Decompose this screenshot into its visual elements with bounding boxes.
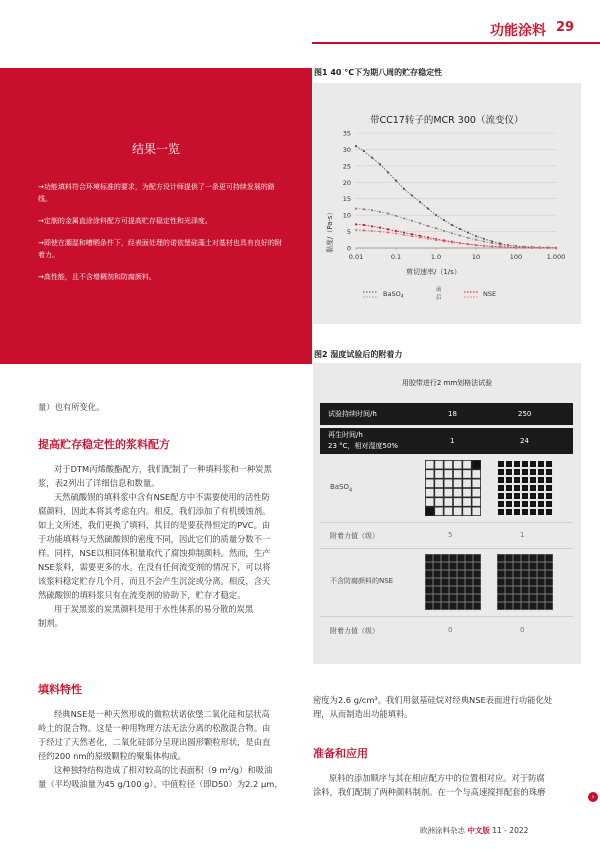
x-tick-label: 1.000 [546,253,566,261]
grid-cell [522,509,528,515]
text-line: 岭土的混合物。这是一种用物理方法无法分离的松散混合物。由 [38,723,271,733]
y-tick-label: 20 [342,178,351,187]
regen-condition: 23 °C，相对湿度50% [328,442,399,450]
cell-value: 250 [518,410,532,418]
cell-value: 1 [450,437,455,445]
heading-preparation: 准备和应用 [313,747,368,760]
data-point [467,231,469,233]
grid-cell [530,469,536,475]
viscosity-chart [313,83,581,324]
y-tick-label: 15 [342,195,351,204]
series-line-1 [356,209,556,248]
grid-cell [530,477,536,483]
data-point [379,227,381,229]
text-line: 样。同样，NSE以相同体积量取代了腐蚀抑制颜料。然而，生产 [38,548,271,558]
text-line: 于经过了天然老化，二氧化硅部分呈现出圆形颗粒形状，是由直 [38,737,271,747]
data-point [371,209,373,211]
data-point [363,150,365,152]
data-point [419,222,421,224]
grid-cell [506,501,512,507]
grid-cell [546,509,552,515]
series-line-3 [356,230,556,248]
grid-cell [463,470,471,478]
data-point [371,225,373,227]
grid-cell [463,461,471,469]
data-point [475,235,477,237]
y-axis-label: 黏度/（Pa·s） [326,208,334,253]
grid-cell [454,461,462,469]
data-point [435,239,437,241]
data-point [531,247,533,249]
summary-list [38,181,288,293]
grid-cell [514,461,520,467]
summary-item: →定制的金属直涂涂料配方可提高贮存稳定性和光泽度。 [38,217,212,225]
crosshatch-image-basso-250h [497,460,553,516]
grid-cell [522,493,528,499]
data-point [355,223,357,225]
footer [420,825,528,836]
grid-cell [444,461,452,469]
data-point [483,240,485,242]
text-line: 径约200 nm的原级颗粒的聚集体构成。 [38,751,186,761]
text-line: 经典NSE是一种天然形成的微粒状诺依堡二氧化硅和层状高 [54,709,270,719]
grid-cell [444,479,452,487]
data-point [483,245,485,247]
grid-cell [522,501,528,507]
grid-cell [538,469,544,475]
grid-cell [546,493,552,499]
data-point [435,214,437,216]
data-point [379,230,381,232]
grid-cell [506,509,512,515]
data-point [379,211,381,213]
data-point [403,234,405,236]
grid-cell [498,469,504,475]
legend-label-after: 后 [436,295,442,301]
summary-title: 结果一览 [131,142,180,156]
grid-cell [538,509,544,515]
text-line: 于功能填料与天然硫酸钡的密度不同，因此它们的质量分数不一 [38,534,271,544]
paragraph-density [313,693,581,721]
grid-cell [530,509,536,515]
text-line: 原料的添加顺序与其在相应配方中的位置相对应。对于防腐 [329,773,545,783]
grid-cell [530,461,536,467]
data-point [427,207,429,209]
grid-cell [506,477,512,483]
data-point [403,217,405,219]
data-point [387,171,389,173]
cell-label: 试验持续时间/h [328,410,377,418]
grid-cell [514,509,520,515]
grid-cell [546,477,552,483]
grid-cell [472,461,480,469]
grid-cell [435,507,443,515]
data-point [371,230,373,232]
crosshatch-image-nse-250h [497,554,553,610]
grid-cell [538,477,544,483]
grid-cell [530,485,536,491]
data-point [467,237,469,239]
grid-cell [522,477,528,483]
data-point [411,235,413,237]
data-point [355,207,357,209]
summary-box [0,68,312,364]
grid-cell [426,489,434,497]
text-line: NSE浆料，需要更多的水。在没有任何流变剂的情况下，可以将 [38,562,271,572]
table-divider [320,616,573,617]
summary-item: →高性能，且不含增稠剂和防腐颜料。 [38,273,156,281]
grid-cell [426,498,434,506]
data-point [355,229,357,231]
x-tick-label: 100 [509,253,523,261]
cell-label [328,428,398,454]
adhesion-label: 附着力值（级） [330,627,379,635]
grid-cell [530,501,536,507]
data-point [411,194,413,196]
crosshatch-image-basso-18h [425,460,481,516]
chart-title: 带CC17转子的MCR 300（流变仪） [370,115,524,126]
text-line: 天然硫酸钡的填料浆中含有NSE配方中不需要使用的活性防 [54,492,270,502]
grid-cell [514,501,520,507]
continue-arrow-icon: › [588,792,598,802]
grid-cell [472,479,480,487]
grid-cell [506,461,512,467]
text-line: 涂料，我们配制了两种颜料制剂。在一个与高速搅拌配套的珠磨 [313,787,546,797]
grid-cell [538,501,544,507]
grid-cell [546,461,552,467]
page-number: 29 [556,20,575,35]
grid-cell [498,477,504,483]
grid-cell [514,469,520,475]
text-line: 如上文所述，我们更换了填料，其目的是要获得恒定的PVC。由 [38,520,271,530]
data-point [363,208,365,210]
data-point [443,230,445,232]
table-row-test-time [320,403,573,425]
data-point [379,163,381,165]
data-point [435,227,437,229]
grid-cell [472,507,480,515]
continued-text: 量）也有所变化。 [38,402,105,412]
heading-slurry: 提高贮存稳定性的浆料配方 [38,438,170,451]
journal-edition: 中文版 [467,826,490,835]
grid-cell [472,498,480,506]
regen-label: 再生时间/h [328,431,363,439]
data-point [499,246,501,248]
table-title: 用胶带进行2 mm划格法试验 [401,379,493,387]
grid-cell [538,485,544,491]
grid-cell [514,485,520,491]
grid-cell [435,489,443,497]
grid-cell [522,461,528,467]
data-point [539,247,541,249]
data-point [507,246,509,248]
data-point [475,244,477,246]
grid-cell [498,493,504,499]
data-point [403,231,405,233]
data-point [395,230,397,232]
adhesion-value: 5 [448,531,453,539]
grid-cell [463,498,471,506]
chart-series [355,145,557,249]
grid-cell [444,498,452,506]
data-point [363,229,365,231]
grid-cell [426,461,434,469]
grid-cell [454,489,462,497]
grid-cell [506,493,512,499]
journal-name: 欧洲涂料杂志 [420,826,465,835]
data-point [459,242,461,244]
data-point [491,245,493,247]
data-point [451,232,453,234]
text-line: 对于DTM丙烯酸酯配方，我们配制了一种填料浆和一种炭黑 [54,464,272,474]
text-line: 理，从而制造出功能填料。 [313,709,413,719]
data-point [395,232,397,234]
data-point [355,145,357,147]
figure1-caption: 图1 40 °C下为期八周的贮存稳定性 [314,68,443,77]
data-point [523,247,525,249]
data-point [475,239,477,241]
grid-cell [506,469,512,475]
grid-cell [444,470,452,478]
data-point [467,243,469,245]
data-point [419,201,421,203]
data-point [547,247,549,249]
chart-legend [363,285,496,301]
data-point [411,220,413,222]
grid-cell [444,507,452,515]
data-point [483,238,485,240]
data-point [387,228,389,230]
grid-cell [546,469,552,475]
grid-cell [435,479,443,487]
journal-issue: 11 - 2022 [492,826,529,835]
grid-cell [498,461,504,467]
legend-label-basso: BaSO$_4$ [383,290,404,300]
grid-cell [426,470,434,478]
grid-cell [538,461,544,467]
grid-cell [538,493,544,499]
table-divider [320,548,573,549]
header-rule [312,42,600,44]
grid-cell [498,501,504,507]
cell-value: 18 [448,410,457,418]
grid-cell [426,479,434,487]
legend-label-before: 前 [436,287,442,293]
data-point [459,228,461,230]
x-tick-label: 10 [471,253,481,261]
data-point [515,246,517,248]
series-line-2 [356,224,556,248]
text-line: 浆，表2列出了详细信息和数量。 [38,478,160,488]
x-axis-label: 剪切速率/（1/s） [406,268,461,276]
data-point [451,224,453,226]
crosshatch-image-nse-18h [425,554,481,610]
text-line: 密度为2.6 g/cm³。我们用氨基硅烷对经典NSE表面进行功能化处 [313,695,553,705]
data-point [491,242,493,244]
grid-cell [546,501,552,507]
row-label-nse: 不含防腐颜料的NSE [330,577,394,585]
grid-cell [435,461,443,469]
heading-filler: 填料特性 [38,683,82,696]
grid-cell [444,489,452,497]
text-line: 然硫酸钡的填料浆只有在流变剂的协助下，贮存才稳定。 [38,590,246,600]
grid-cell [463,479,471,487]
cell-value: 24 [520,437,529,445]
x-tick-label: 0.01 [348,253,364,261]
legend-label-nse: NSE [483,290,497,298]
grid-cell [454,498,462,506]
table-row-regen [320,428,573,454]
grid-cell [514,493,520,499]
grid-cell [530,493,536,499]
x-tick-label: 0.1 [390,253,402,261]
data-point [387,212,389,214]
paragraph-slurry [38,462,302,630]
y-tick-label: 25 [342,162,351,171]
data-point [395,215,397,217]
data-point [443,219,445,221]
text-line: 量（平均吸油量为45 g/100 g）。中值粒径（即D50）为2.2 μm， [38,779,283,789]
grid-cell [522,485,528,491]
grid-cell [426,507,434,515]
data-point [499,244,501,246]
adhesion-value: 0 [448,626,453,634]
grid-cell [435,498,443,506]
section-title: 功能涂料 [490,23,546,39]
grid-cell [522,469,528,475]
legend-basso [363,290,404,300]
grid-cell [454,470,462,478]
adhesion-value: 1 [520,531,525,539]
row-label-basso: BaSO$_4$ [330,483,353,494]
table-divider [320,522,573,523]
text-line: 这种独特结构造成了相对较高的比表面积（9 m²/g）和吸油 [54,765,273,775]
grid-cell [463,489,471,497]
data-point [427,238,429,240]
grid-cell [454,507,462,515]
grid-cell [472,489,480,497]
data-point [419,236,421,238]
adhesion-value: 0 [520,626,525,634]
y-tick-label: 5 [346,228,351,237]
grid-cell [546,485,552,491]
text-line: 用于炭黑浆的炭黑颜料是用于水性体系的易分散的炭黑 [54,604,254,614]
y-tick-label: 35 [342,129,351,138]
data-point [363,224,365,226]
grid-cell [472,470,480,478]
data-point [459,234,461,236]
y-tick-label: 30 [342,145,351,154]
y-tick-label: 0 [346,244,351,253]
text-line: 腐颜料，因此本将其考虑在内。相反，我们添加了有机缓蚀剂。 [38,506,271,516]
summary-item: →功能填料符合环境标准的要求，为配方设计师提供了一条更可持续发展的路线。 [38,183,275,203]
x-tick-label: 1.0 [430,253,442,261]
paragraph-preparation [313,771,581,799]
data-point [371,157,373,159]
data-point [387,231,389,233]
data-point [395,180,397,182]
paragraph-filler [38,707,302,791]
grid-cell [498,509,504,515]
figure2-caption: 图2 湿度试验后的附着力 [314,350,403,359]
grid-cell [454,479,462,487]
y-tick-label: 10 [342,211,351,220]
grid-cell [514,477,520,483]
text-line: 该浆料稳定贮存几个月，而且不会产生沉淀或分离。相反，含天 [38,576,271,586]
grid-cell [435,470,443,478]
data-point [555,247,557,249]
data-point [411,233,413,235]
grid-cell [498,485,504,491]
data-point [427,225,429,227]
data-point [451,241,453,243]
data-point [443,240,445,242]
grid-cell [463,507,471,515]
adhesion-label: 附着力值（级） [330,532,379,540]
text-line: 制剂。 [38,618,63,628]
data-point [403,188,405,190]
summary-item: →即使在潮湿和嘈晒条件下，经表面处理的诺依堡硅藻土对基材也具有良好的附着力。 [38,239,282,259]
grid-cell [506,485,512,491]
